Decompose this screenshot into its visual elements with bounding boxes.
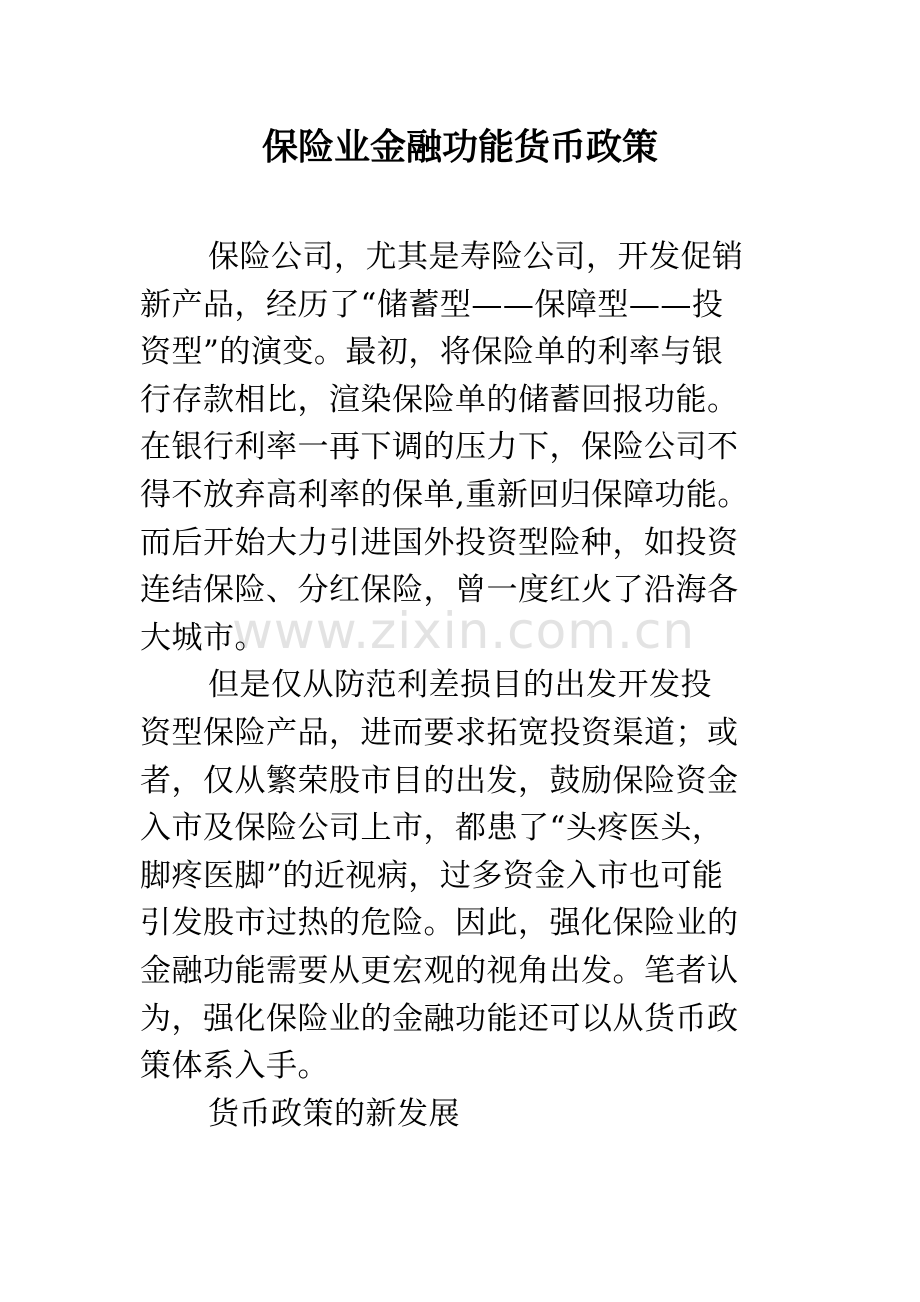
- section-heading: 货币政策的新发展: [208, 1095, 460, 1132]
- text-line: 新产品，经历了“储蓄型——保障型——投: [140, 286, 724, 323]
- text-line: 而后开始大力引进国外投资型险种，如投资: [140, 524, 739, 561]
- document-title: 保险业金融功能货币政策: [261, 127, 658, 168]
- text-line: 为，强化保险业的金融功能还可以从货币政: [140, 1000, 739, 1037]
- text-line: 引发股市过热的危险。因此，强化保险业的: [140, 905, 739, 942]
- text-line: 连结保险、分红保险，曾一度红火了沿海各: [140, 572, 739, 609]
- text-line: 脚疼医脚”的近视病，过多资金入市也可能: [140, 857, 724, 894]
- text-line: 得不放弃高利率的保单,重新回归保障功能。: [140, 476, 749, 513]
- watermark: www.zixin.com.cn: [232, 602, 696, 660]
- text-line: 资型保险产品，进而要求拓宽投资渠道；或: [140, 714, 739, 751]
- text-line: 在银行利率一再下调的压力下，保险公司不: [140, 429, 739, 466]
- text-line: 入市及保险公司上市，都患了“头疼医头，: [140, 810, 724, 847]
- text-line: 但是仅从防范利差损目的出发开发投: [208, 667, 712, 704]
- text-line: 者，仅从繁荣股市目的出发，鼓励保险资金: [140, 762, 739, 799]
- text-line: 策体系入手。: [140, 1048, 329, 1085]
- document-body: [140, 234, 800, 1138]
- text-line: 大城市。: [140, 619, 266, 656]
- text-line: 行存款相比，渲染保险单的储蓄回报功能。: [140, 381, 739, 418]
- text-line: 保险公司，尤其是寿险公司，开发促销: [208, 239, 744, 275]
- text-line: 资型”的演变。最初，将保险单的利率与银: [140, 334, 724, 371]
- text-line: 金融功能需要从更宏观的视角出发。笔者认: [140, 952, 739, 989]
